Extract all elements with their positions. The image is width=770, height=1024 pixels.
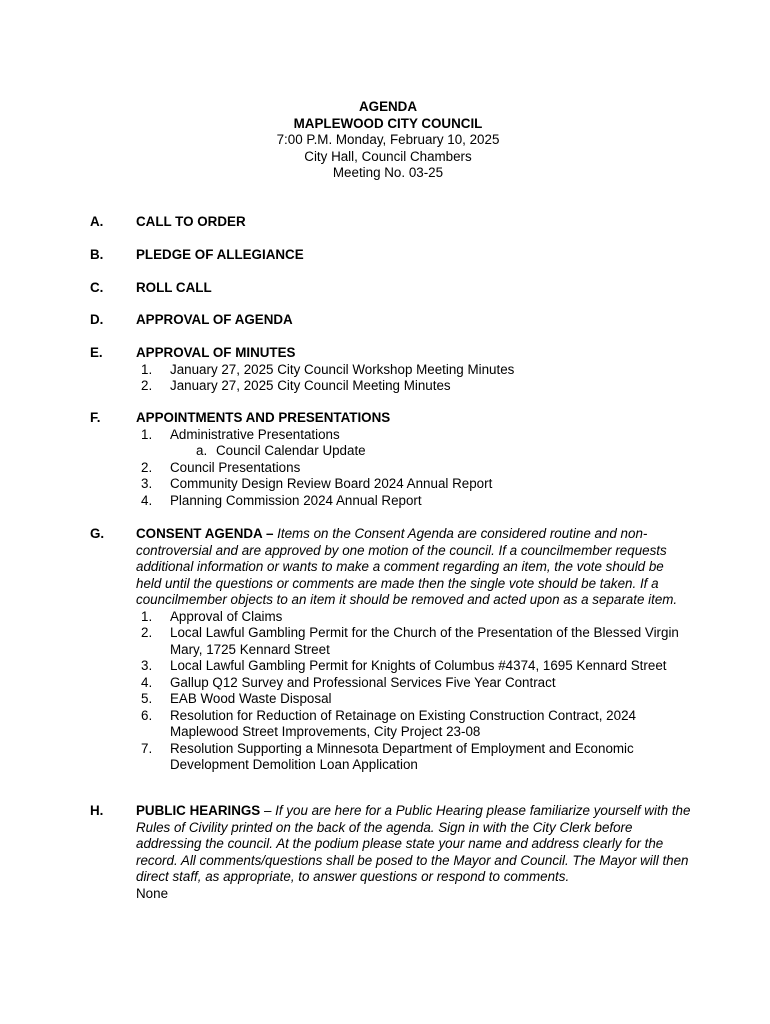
agenda-header bbox=[0, 99, 770, 182]
section-title: APPROVAL OF MINUTES bbox=[136, 345, 296, 360]
section-letter: G. bbox=[90, 526, 105, 541]
item-number: a. bbox=[196, 443, 208, 458]
item-text: Community Design Review Board 2024 Annual Report bbox=[170, 476, 493, 491]
section-intro-paragraph bbox=[136, 803, 692, 886]
list-item bbox=[136, 708, 692, 741]
sub-list-item bbox=[136, 443, 692, 460]
item-text: January 27, 2025 City Council Workshop Meeting Minutes bbox=[170, 361, 515, 377]
item-text: Gallup Q12 Survey and Professional Services Five Year Contract bbox=[170, 674, 556, 690]
section-title: APPROVAL OF AGENDA bbox=[136, 312, 293, 327]
item-number: 1. bbox=[141, 426, 153, 442]
section-letter: E. bbox=[90, 345, 103, 360]
item-text: Local Lawful Gambling Permit for the Church of the Presentation of the Blessed Virgin Mary, 1725 Kennard Street bbox=[170, 625, 679, 657]
section-title: PLEDGE OF ALLEGIANCE bbox=[136, 247, 304, 262]
item-number: 3. bbox=[141, 658, 153, 673]
list-item bbox=[136, 378, 692, 395]
meeting-number: Meeting No. 03-25 bbox=[332, 165, 444, 181]
section-letter: D. bbox=[90, 312, 104, 327]
item-number: 4. bbox=[141, 492, 153, 508]
section-title: CALL TO ORDER bbox=[136, 214, 246, 229]
list-item bbox=[136, 427, 692, 444]
item-number: 5. bbox=[141, 691, 153, 706]
list-item bbox=[136, 609, 692, 626]
list-item bbox=[136, 691, 692, 708]
item-number: 2. bbox=[141, 459, 153, 475]
item-number: 2. bbox=[141, 378, 153, 393]
list-item bbox=[136, 460, 692, 477]
section-title: PUBLIC HEARINGS bbox=[136, 803, 261, 818]
item-text: Approval of Claims bbox=[170, 608, 283, 624]
item-text: Resolution for Reduction of Retainage on Existing Construction Contract, 2024 Maplewood Street Improvements, City Project 23-08 bbox=[170, 707, 636, 739]
list-item bbox=[136, 476, 692, 493]
item-text: Planning Commission 2024 Annual Report bbox=[170, 492, 422, 508]
agenda-title: AGENDA bbox=[358, 99, 418, 114]
item-text: Council Calendar Update bbox=[216, 443, 366, 458]
section-intro: Items on the Consent Agenda are considered routine and non-controversial and are approved by one motion of the council. If a councilmember requests additional information or wants to make a comment regarding an item, the vote should be held until the questions or comments are made then the single vote should be taken. If a councilmember objects to an item it should be removed and acted upon as a separate item. bbox=[136, 526, 678, 607]
item-text: EAB Wood Waste Disposal bbox=[170, 691, 332, 706]
list-item bbox=[136, 625, 692, 658]
meeting-datetime: 7:00 P.M. Monday, February 10, 2025 bbox=[276, 132, 500, 148]
section-note: None bbox=[136, 885, 169, 901]
section-title: APPOINTMENTS AND PRESENTATIONS bbox=[136, 410, 391, 425]
section-intro: If you are here for a Public Hearing please familiarize yourself with the Rules of Civility printed on the back of the agenda. Sign in with the City Clerk before addressing the council. At the podium please state your name and address clearly for the record. All comments/questions shall be posed to the Mayor and Council. The Mayor will then direct staff, as appropriate, to answer questions or respond to comments. bbox=[136, 803, 691, 884]
title-dash: – bbox=[260, 803, 276, 818]
item-number: 4. bbox=[141, 674, 153, 690]
item-number: 7. bbox=[141, 740, 153, 756]
list-item bbox=[136, 658, 692, 675]
section-letter: B. bbox=[90, 247, 104, 262]
section-intro-paragraph bbox=[136, 526, 692, 609]
section-title: ROLL CALL bbox=[136, 280, 212, 295]
section-letter: C. bbox=[90, 280, 104, 295]
section-letter: F. bbox=[90, 410, 101, 425]
item-text: Council Presentations bbox=[170, 459, 301, 475]
list-item bbox=[136, 362, 692, 379]
meeting-location: City Hall, Council Chambers bbox=[304, 148, 472, 164]
item-number: 1. bbox=[141, 361, 153, 377]
item-number: 1. bbox=[141, 608, 153, 624]
council-name: MAPLEWOOD CITY COUNCIL bbox=[293, 115, 483, 131]
item-text: January 27, 2025 City Council Meeting Minutes bbox=[170, 378, 451, 393]
item-number: 6. bbox=[141, 707, 153, 723]
title-dash: – bbox=[262, 526, 278, 541]
section-letter: A. bbox=[90, 214, 104, 229]
list-item bbox=[136, 493, 692, 510]
list-item bbox=[136, 675, 692, 692]
section-letter: H. bbox=[90, 803, 104, 818]
item-text: Resolution Supporting a Minnesota Department of Employment and Economic Development Demolition Loan Application bbox=[170, 740, 634, 772]
item-number: 2. bbox=[141, 625, 153, 640]
list-item bbox=[136, 741, 692, 774]
section-title: CONSENT AGENDA bbox=[136, 526, 263, 541]
item-text: Local Lawful Gambling Permit for Knights of Columbus #4374, 1695 Kennard Street bbox=[170, 658, 667, 673]
item-text: Administrative Presentations bbox=[170, 426, 340, 442]
item-number: 3. bbox=[141, 476, 153, 491]
